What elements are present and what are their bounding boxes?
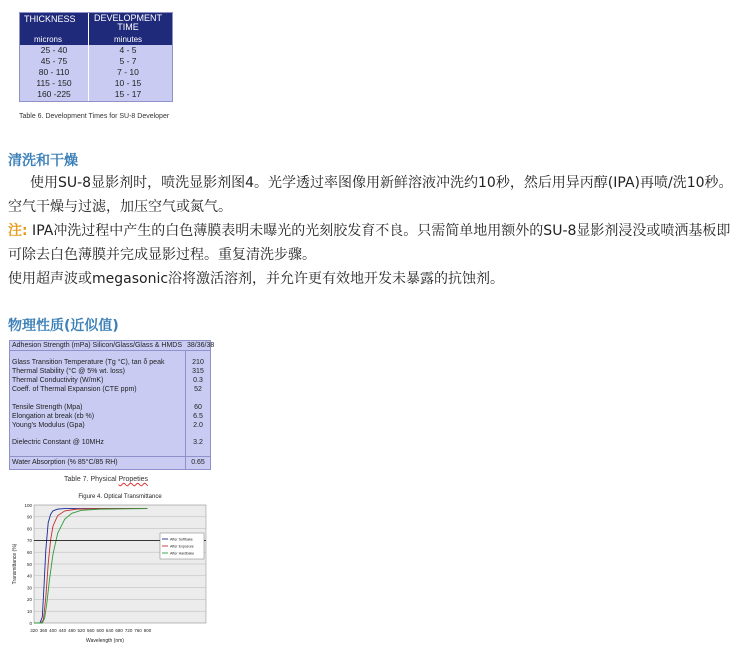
column-divider bbox=[88, 13, 89, 101]
x-tick-label: 440 bbox=[58, 628, 67, 633]
x-tick-label: 680 bbox=[115, 628, 123, 633]
property-label: Thermal Conductivity (W/mK) bbox=[12, 377, 104, 384]
property-label: Glass Transition Temperature (Tg °C), tan δ peak bbox=[12, 359, 165, 366]
section-heading-cleaning: 清洗和干燥 bbox=[8, 153, 78, 169]
physical-properties-table bbox=[9, 340, 215, 470]
row-divider bbox=[10, 456, 210, 457]
property-label: Coeff. of Thermal Expansion (CTE ppm) bbox=[12, 386, 137, 393]
table6-caption: Table 6. Development Times for SU-8 Developer bbox=[19, 113, 170, 120]
x-axis-label: Wavelength (nm) bbox=[86, 638, 124, 644]
property-label: Young's Modulus (Gpa) bbox=[12, 422, 85, 429]
x-tick-label: 520 bbox=[77, 628, 86, 633]
property-value: 52 bbox=[194, 386, 202, 393]
caption-underlined-word: Propeties bbox=[118, 476, 149, 483]
cell-thickness: 45 - 75 bbox=[40, 56, 68, 66]
legend-label: After Exposure bbox=[170, 544, 194, 549]
row-divider bbox=[10, 350, 210, 351]
cell-thickness: 160 -225 bbox=[37, 89, 71, 99]
x-tick-label: 560 bbox=[87, 628, 95, 633]
property-label: Thermal Stability (°C @ 5% wt. loss) bbox=[12, 368, 125, 375]
y-tick-label: 70 bbox=[26, 538, 32, 544]
legend-label: After Hardbake bbox=[170, 551, 195, 556]
table-row bbox=[20, 78, 172, 89]
legend-label: After Softbake bbox=[170, 537, 193, 542]
development-times-table bbox=[19, 12, 173, 102]
paragraph-ultrasonic: 使用超声波或megasonic浴将激活溶剂，并允许更有效地开发未暴露的抗蚀剂。 bbox=[8, 271, 505, 287]
cell-thickness: 115 - 150 bbox=[36, 78, 72, 88]
paragraph-note bbox=[8, 219, 736, 267]
cell-thickness: 25 - 40 bbox=[40, 45, 68, 55]
x-tick-label: 800 bbox=[143, 628, 152, 633]
property-value: 3.2 bbox=[193, 439, 203, 446]
cell-time: 15 - 17 bbox=[114, 89, 142, 99]
x-tick-label: 480 bbox=[68, 628, 76, 633]
cell-time: 7 - 10 bbox=[117, 67, 139, 77]
y-tick-label: 90 bbox=[26, 514, 32, 520]
x-tick-label: 320 bbox=[30, 628, 38, 633]
header-unit-minutes: minutes bbox=[114, 35, 143, 44]
y-tick-label: 100 bbox=[24, 502, 32, 508]
y-tick-label: 10 bbox=[26, 609, 32, 614]
property-label: Elongation at break (εb %) bbox=[12, 413, 95, 420]
chart-title: Figure 4. Optical Transmittance bbox=[78, 494, 162, 500]
paragraph-rinse-dry: 使用SU-8显影剂时，喷洗显影剂图4。光学透过率图像用新鲜溶液冲洗约10秒，然后用异丙醇(IPA)再喷/洗10秒。空气干燥与过滤，加压空气或氮气。 bbox=[8, 175, 733, 215]
column-divider bbox=[185, 350, 186, 469]
y-tick-label: 20 bbox=[26, 597, 32, 603]
property-value: 210 bbox=[192, 359, 204, 366]
x-tick-label: 360 bbox=[39, 628, 48, 633]
table-row bbox=[20, 45, 172, 56]
table7-title-value: 38/36/38 bbox=[187, 342, 215, 349]
legend bbox=[160, 533, 204, 559]
x-tick-labels bbox=[30, 628, 152, 633]
note-label: 注: bbox=[8, 223, 28, 239]
x-tick-label: 760 bbox=[134, 628, 142, 633]
table-header bbox=[20, 13, 172, 45]
property-label: Water Absorption (% 85°C/85 RH) bbox=[12, 459, 118, 466]
property-value: 0.65 bbox=[191, 459, 205, 466]
header-thickness: THICKNESS bbox=[24, 14, 76, 24]
cell-time: 4 - 5 bbox=[119, 45, 137, 55]
note-text: IPA冲洗过程中产生的白色薄膜表明未曝光的光刻胶发育不良。只需简单地用额外的SU-8显影剂浸没或喷洒基板即可除去白色薄膜并完成显影过程。重复清洗步骤。 bbox=[8, 223, 731, 263]
x-tick-label: 600 bbox=[96, 628, 104, 633]
table-row bbox=[20, 89, 172, 100]
y-tick-label: 60 bbox=[26, 550, 32, 555]
property-label: Dielectric Constant @ 10MHz bbox=[12, 439, 104, 446]
y-tick-label: 0 bbox=[29, 620, 32, 626]
header-unit-microns: microns bbox=[34, 35, 63, 44]
property-value: 60 bbox=[194, 404, 202, 411]
optical-transmittance-chart bbox=[10, 485, 210, 645]
y-tick-label: 40 bbox=[26, 573, 32, 579]
property-value: 315 bbox=[192, 368, 204, 375]
cell-time: 10 - 15 bbox=[114, 78, 142, 88]
y-axis-label: Transmittance (%) bbox=[12, 543, 18, 585]
table-row bbox=[20, 67, 172, 78]
property-value: 6.5 bbox=[193, 413, 203, 420]
caption-prefix: Table 7. Physical bbox=[64, 476, 119, 483]
section-heading-physical-properties: 物理性质(近似值) bbox=[8, 318, 119, 334]
table7-caption bbox=[64, 476, 148, 483]
y-tick-label: 30 bbox=[26, 585, 32, 591]
property-label: Tensile Strength (Mpa) bbox=[12, 404, 83, 411]
y-tick-label: 80 bbox=[26, 526, 32, 532]
cell-time: 5 - 7 bbox=[119, 56, 137, 66]
y-tick-labels bbox=[24, 503, 32, 626]
x-tick-label: 640 bbox=[105, 628, 114, 633]
cell-thickness: 80 - 110 bbox=[38, 67, 70, 77]
property-value: 0.3 bbox=[193, 377, 203, 384]
y-tick-label: 50 bbox=[26, 561, 32, 567]
x-tick-label: 400 bbox=[49, 628, 57, 633]
x-tick-label: 720 bbox=[124, 628, 133, 633]
table7-title: Adhesion Strength (mPa) Silicon/Glass/Glass & HMDS bbox=[12, 342, 183, 349]
table-row bbox=[20, 56, 172, 67]
property-value: 2.0 bbox=[193, 422, 203, 429]
header-development-time: DEVELOPMENT TIME bbox=[93, 13, 162, 32]
